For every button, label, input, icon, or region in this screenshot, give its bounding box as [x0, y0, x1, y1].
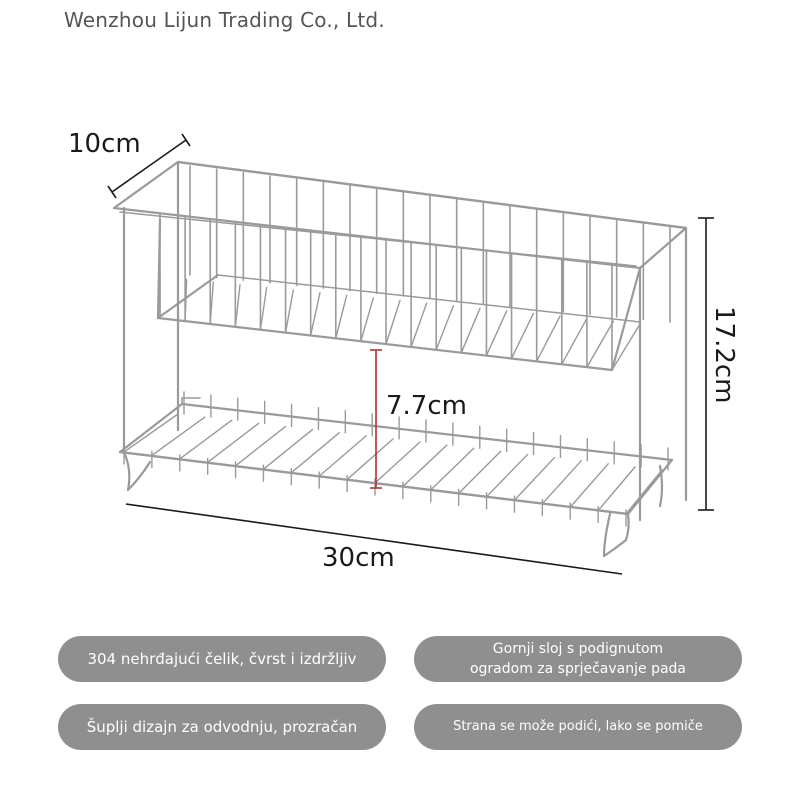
rack-wire	[291, 433, 339, 473]
height-label: 17.2cm	[709, 306, 739, 404]
rack-wire	[263, 430, 312, 470]
rack-wire	[180, 420, 232, 459]
rack-wire	[626, 470, 662, 514]
company-watermark: Wenzhou Lijun Trading Co., Ltd.	[64, 8, 385, 32]
rack-wire	[260, 287, 266, 329]
feature-portable	[414, 704, 742, 750]
feature-label: Strana se može podići, lako se pomiče	[453, 719, 703, 734]
depth-label: 10cm	[68, 129, 141, 159]
rack-wire	[562, 319, 587, 364]
rack-wire	[486, 311, 506, 356]
feature-label: 304 nehrđajući čelik, čvrst i izdržljiv	[87, 650, 357, 668]
gap-label: 7.7cm	[386, 391, 467, 421]
rack-wire	[587, 321, 613, 367]
rack-wire	[236, 426, 286, 465]
feature-label-line1: Gornji sloj s podignutom	[492, 641, 664, 657]
wire-rack	[114, 162, 686, 556]
rack-wire	[461, 308, 480, 352]
rack-wire	[411, 303, 427, 347]
rack-wire	[286, 290, 294, 332]
rack-wire	[514, 458, 554, 501]
rack-wire	[512, 314, 534, 359]
feature-stainless-steel	[58, 636, 386, 682]
rack-wire	[612, 324, 640, 370]
rack-wire	[537, 316, 560, 361]
rack-wire	[319, 436, 366, 476]
rack-wire	[570, 464, 608, 507]
feature-label-line2: ogradom za sprječavanje pada	[469, 661, 687, 677]
rack-wire	[208, 423, 259, 462]
feature-raised-rail	[414, 636, 742, 682]
rack-wire	[311, 293, 320, 336]
feature-label: Šuplji dizajn za odvodnju, prozračan	[86, 718, 358, 736]
width-label: 30cm	[322, 543, 395, 573]
rack-wire	[386, 301, 400, 345]
rack-wire	[336, 295, 347, 338]
rack-wire	[436, 306, 453, 350]
rack-wire	[124, 414, 178, 452]
rack-wire	[361, 298, 373, 341]
dimension-lines	[108, 134, 714, 574]
feature-drainage	[58, 704, 386, 750]
rack-wire	[487, 454, 528, 496]
rack-wire	[542, 461, 581, 504]
rack-wire	[598, 467, 635, 511]
